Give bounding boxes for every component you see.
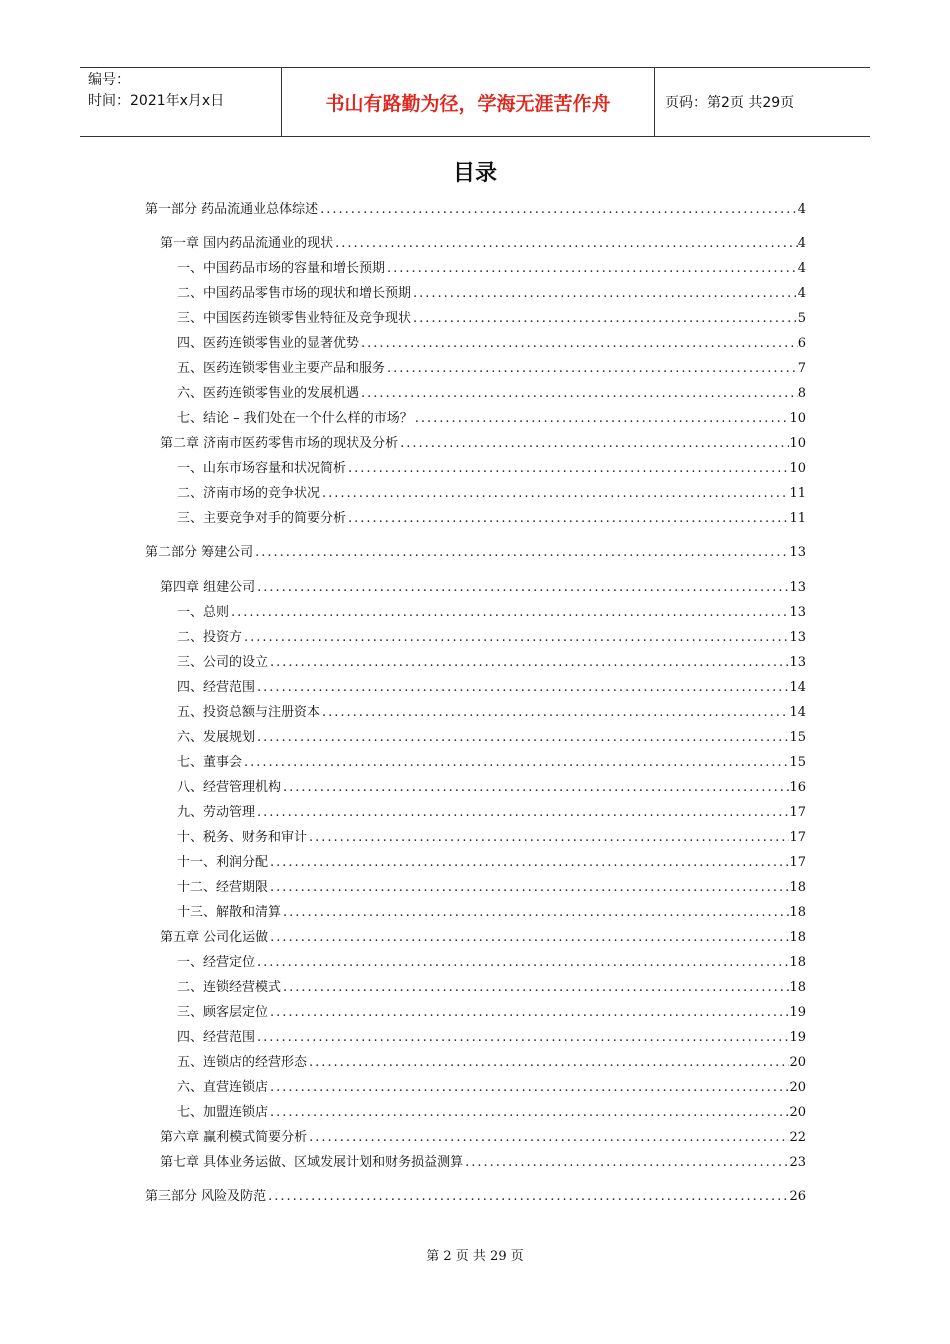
toc-entry-label: 第四章 组建公司 (160, 580, 256, 595)
toc-entry-page: 20 (789, 1105, 806, 1120)
toc-entry[interactable] (177, 356, 806, 378)
toc-entry-label: 一、总则 (177, 605, 230, 620)
toc-entry-page: 6 (797, 336, 806, 351)
toc-entry-page: 4 (797, 236, 806, 251)
toc-leader (320, 485, 789, 503)
toc-leader (255, 579, 789, 597)
toc-entry[interactable] (177, 725, 806, 747)
toc-entry-page: 20 (789, 1055, 806, 1070)
toc-entry[interactable] (177, 406, 806, 428)
toc-entry-label: 第二章 济南市医药零售市场的现状及分析 (160, 436, 399, 451)
toc-entry[interactable] (160, 1150, 806, 1172)
toc-entry[interactable] (177, 900, 806, 922)
toc-entry[interactable] (160, 431, 806, 453)
toc-leader (463, 1154, 789, 1172)
toc-leader (307, 1129, 789, 1147)
toc-leader (411, 285, 798, 303)
toc-leader (242, 754, 789, 772)
toc-entry[interactable] (177, 750, 806, 772)
toc-leader (268, 1004, 789, 1022)
toc-leader (359, 385, 798, 403)
toc-entry-label: 第一部分 药品流通业总体综述 (145, 202, 319, 217)
toc-entry[interactable] (177, 800, 806, 822)
toc-leader (413, 410, 790, 428)
toc-entry-label: 十、税务、财务和审计 (177, 830, 308, 845)
toc-entry-page: 13 (789, 605, 806, 620)
doc-time-label: 时间：2021年x月x日 (88, 93, 225, 109)
toc-leader (242, 629, 789, 647)
toc-entry-page: 18 (789, 905, 806, 920)
toc-entry-label: 二、中国药品零售市场的现状和增长预期 (177, 286, 412, 301)
toc-entry-page: 20 (789, 1080, 806, 1095)
toc-entry-label: 二、济南市场的竞争状况 (177, 486, 321, 501)
toc-entry[interactable] (145, 1184, 806, 1206)
toc-entry[interactable] (177, 1075, 806, 1097)
toc-leader (307, 1054, 789, 1072)
toc-entry-label: 第六章 赢利模式简要分析 (160, 1130, 308, 1145)
toc-entry[interactable] (177, 1000, 806, 1022)
toc-entry[interactable] (177, 850, 806, 872)
toc-entry-page: 10 (789, 436, 806, 451)
toc-leader (253, 544, 789, 562)
toc-entry-page: 13 (789, 580, 806, 595)
toc-entry-label: 六、医药连锁零售业的发展机遇 (177, 386, 360, 401)
toc-entry[interactable] (177, 256, 806, 278)
toc-entry-label: 七、加盟连锁店 (177, 1105, 269, 1120)
toc-entry-label: 六、发展规划 (177, 730, 256, 745)
toc-leader (268, 654, 789, 672)
toc-entry-page: 15 (789, 755, 806, 770)
toc-entry-page: 18 (789, 980, 806, 995)
toc-entry-page: 11 (789, 486, 806, 501)
toc-entry-label: 一、经营定位 (177, 955, 256, 970)
toc-entry-label: 六、直营连锁店 (177, 1080, 269, 1095)
toc-entry-label: 三、顾客层定位 (177, 1005, 269, 1020)
toc-leader (268, 1104, 789, 1122)
toc-entry[interactable] (177, 700, 806, 722)
toc-entry-page: 4 (797, 286, 806, 301)
toc-entry[interactable] (177, 950, 806, 972)
toc-entry-label: 四、经营范围 (177, 1030, 256, 1045)
toc-leader (346, 460, 789, 478)
toc-leader (255, 804, 789, 822)
toc-entry[interactable] (177, 600, 806, 622)
toc-entry-label: 五、医药连锁零售业主要产品和服务 (177, 361, 386, 376)
header-page-label: 页码：第2页 共29页 (665, 95, 795, 111)
toc-entry-page: 13 (789, 630, 806, 645)
toc-leader (398, 435, 789, 453)
toc-entry-page: 17 (789, 855, 806, 870)
toc-leader (255, 679, 789, 697)
toc-entry-page: 23 (789, 1155, 806, 1170)
toc-leader (255, 954, 789, 972)
toc-entry-label: 四、医药连锁零售业的显著优势 (177, 336, 360, 351)
toc-leader (359, 335, 798, 353)
toc-entry-page: 7 (797, 361, 806, 376)
toc-title: 目录 (452, 161, 497, 186)
toc-entry[interactable] (145, 197, 806, 219)
toc-entry[interactable] (177, 875, 806, 897)
toc-entry[interactable] (177, 975, 806, 997)
toc-leader (385, 260, 798, 278)
toc-entry[interactable] (177, 625, 806, 647)
toc-entry[interactable] (177, 506, 806, 528)
toc-entry[interactable] (177, 825, 806, 847)
toc-entry-page: 8 (797, 386, 806, 401)
toc-entry-page: 17 (789, 805, 806, 820)
toc-entry-page: 14 (789, 680, 806, 695)
page-footer: 第 2 页 共 29 页 (426, 1249, 524, 1264)
toc-leader (385, 360, 798, 378)
toc-entry[interactable] (177, 481, 806, 503)
toc-entry-label: 十一、利润分配 (177, 855, 269, 870)
toc-entry-page: 15 (789, 730, 806, 745)
toc-entry-label: 四、经营范围 (177, 680, 256, 695)
toc-leader (411, 310, 798, 328)
toc-entry-label: 二、连锁经营模式 (177, 980, 282, 995)
toc-entry-page: 14 (789, 705, 806, 720)
toc-entry[interactable] (177, 1050, 806, 1072)
toc-entry-page: 13 (789, 545, 806, 560)
toc-entry-label: 第一章 国内药品流通业的现状 (160, 236, 334, 251)
toc-entry[interactable] (177, 650, 806, 672)
toc-entry[interactable] (177, 1025, 806, 1047)
toc-entry-page: 4 (797, 202, 806, 217)
toc-entry-label: 二、投资方 (177, 630, 243, 645)
toc-entry-label: 三、公司的设立 (177, 655, 269, 670)
toc-entry-label: 十三、解散和清算 (177, 905, 282, 920)
toc-entry-page: 16 (789, 780, 806, 795)
toc-entry-label: 第二部分 筹建公司 (145, 545, 254, 560)
toc-entry-page: 10 (789, 411, 806, 426)
toc-entry[interactable] (177, 775, 806, 797)
toc-entry-page: 22 (789, 1130, 806, 1145)
toc-entry-label: 一、中国药品市场的容量和增长预期 (177, 261, 386, 276)
toc-entry-page: 11 (789, 511, 806, 526)
toc-entry-label: 五、连锁店的经营形态 (177, 1055, 308, 1070)
toc-entry-label: 第五章 公司化运做 (160, 930, 269, 945)
toc-entry-label: 第三部分 风险及防范 (145, 1189, 267, 1204)
toc-entry[interactable] (177, 456, 806, 478)
toc-entry-page: 19 (789, 1030, 806, 1045)
doc-number-label: 编号： (88, 72, 130, 88)
toc-entry-page: 10 (789, 461, 806, 476)
toc-entry-label: 第七章 具体业务运做、区域发展计划和财务损益测算 (160, 1155, 464, 1170)
toc-entry[interactable] (177, 675, 806, 697)
toc-entry-page: 18 (789, 955, 806, 970)
toc-leader (281, 904, 789, 922)
toc-entry[interactable] (145, 540, 806, 562)
toc-entry-page: 19 (789, 1005, 806, 1020)
toc-entry[interactable] (177, 381, 806, 403)
toc-leader (266, 1188, 789, 1206)
toc-leader (268, 854, 789, 872)
toc-entry-page: 13 (789, 655, 806, 670)
toc-entry[interactable] (177, 1100, 806, 1122)
toc-entry-page: 5 (797, 311, 806, 326)
toc-entry-page: 26 (789, 1189, 806, 1204)
toc-entry[interactable] (177, 331, 806, 353)
toc-leader (318, 201, 798, 219)
toc-entry[interactable] (160, 1125, 806, 1147)
toc-entry[interactable] (160, 925, 806, 947)
toc-leader (255, 1029, 789, 1047)
toc-entry-page: 17 (789, 830, 806, 845)
toc-entry-label: 九、劳动管理 (177, 805, 256, 820)
toc-entry[interactable] (177, 306, 806, 328)
toc-leader (255, 729, 789, 747)
toc-leader (307, 829, 789, 847)
toc-entry-page: 18 (789, 930, 806, 945)
toc-entry-page: 18 (789, 880, 806, 895)
toc-leader (268, 1079, 789, 1097)
toc-leader (268, 879, 789, 897)
toc-entry-label: 一、山东市场容量和状况简析 (177, 461, 347, 476)
toc-leader (320, 704, 789, 722)
toc-entry-label: 十二、经营期限 (177, 880, 269, 895)
toc-leader (346, 510, 789, 528)
toc-entry[interactable] (177, 281, 806, 303)
toc-entry[interactable] (160, 575, 806, 597)
toc-entry-label: 五、投资总额与注册资本 (177, 705, 321, 720)
toc-leader (281, 779, 789, 797)
toc-entry-page: 4 (797, 261, 806, 276)
toc-entry-label: 八、经营管理机构 (177, 780, 282, 795)
toc-leader (333, 235, 798, 253)
header-motto: 书山有路勤为径，学海无涯苦作舟 (282, 68, 655, 136)
toc-leader (281, 979, 789, 997)
toc-leader (268, 929, 789, 947)
toc-leader (229, 604, 789, 622)
toc-entry-label: 七、董事会 (177, 755, 243, 770)
toc-entry-label: 七、结论 – 我们处在一个什么样的市场？ (177, 411, 413, 426)
toc-entry[interactable] (160, 231, 806, 253)
toc-entry-label: 三、主要竞争对手的简要分析 (177, 511, 347, 526)
toc-entry-label: 三、中国医药连锁零售业特征及竞争现状 (177, 311, 412, 326)
